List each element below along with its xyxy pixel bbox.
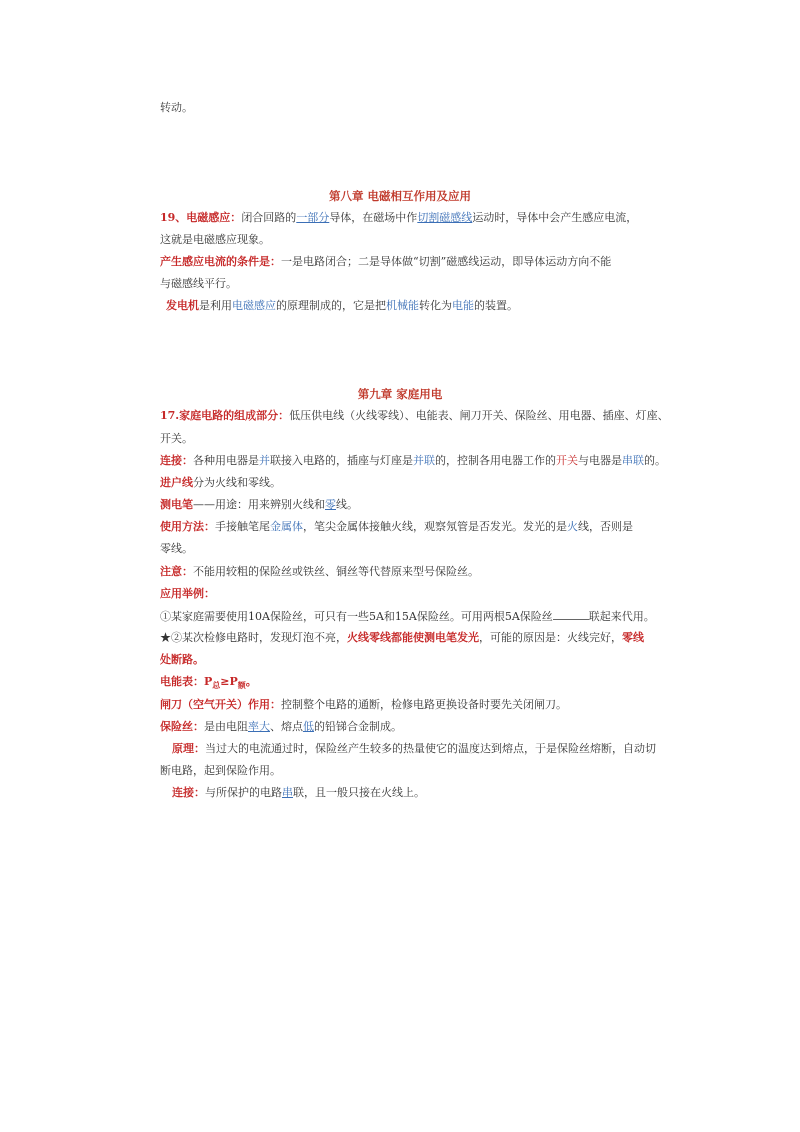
usage-t2: ，笔尖金属体接触火线，观察氖管是否发光。发光的是: [303, 520, 567, 533]
meter-p: P: [204, 675, 213, 688]
s19-t1: 闭合回路的: [241, 211, 297, 224]
pen-text: ——用途：用来辨别火线和: [193, 498, 325, 511]
q2-text-d: 处断路。: [160, 653, 204, 666]
conn-line: [160, 453, 666, 469]
fconn-t1: 与所保护的电路: [205, 786, 282, 799]
fuse-h1: 率大: [248, 720, 270, 733]
fuse-h2: 低: [303, 720, 314, 733]
note-line: [160, 564, 650, 580]
principle-line2: 断电路，起到保险作用。: [160, 764, 281, 777]
example-label: 应用举例：: [160, 587, 215, 600]
s19-t2: 导体，在磁场中作: [329, 211, 418, 224]
example-q2-line2: [160, 652, 650, 668]
q2-text-c: 零线: [622, 631, 644, 644]
chapter-8-title: 第八章 电磁相互作用及应用: [328, 189, 471, 203]
conn-t1: 各种用电器是: [193, 454, 259, 467]
inlet-text: 分为火线和零线。: [193, 476, 281, 489]
pen-label: 测电笔: [160, 498, 193, 511]
gen-t2: 的原理制成的，它是把: [276, 299, 386, 312]
principle-text: 当过大的电流通过时，保险丝产生较多的热量使它的温度达到熔点，于是保险丝熔断，自动切: [205, 742, 656, 755]
usage-h1: 金属体: [270, 520, 303, 533]
meter-sub-total: 总: [212, 680, 221, 691]
gen-label: 发电机: [166, 299, 199, 312]
s19-h2: 切割磁感线: [417, 211, 473, 224]
gen-t1: 是利用: [199, 299, 232, 312]
s19-t3: 运动时，导体中会产生感应电流，: [472, 211, 638, 224]
conn-label: 连接：: [160, 454, 193, 467]
meter-end: 。: [245, 675, 257, 688]
usage-h2: 火: [567, 520, 578, 533]
cond-label: 产生感应电流的条件是：: [160, 255, 281, 268]
example-q2-line1: [160, 630, 650, 646]
conn-t2: 联接入电路的，插座与灯座是: [270, 454, 413, 467]
fconn-h1: 串: [282, 786, 293, 799]
conn-t4: 与电器是: [578, 454, 622, 467]
usage-line2: 零线。: [160, 542, 193, 555]
gen-h3: 电能: [452, 299, 474, 312]
meter-sub-rated: 额: [237, 680, 246, 691]
s19-label: 19、电磁感应：: [160, 211, 242, 224]
gen-t3: 转化为: [419, 299, 452, 312]
q1-text-a: ①某家庭需要使用10A保险丝，可只有一些5A和15A保险丝。可用两根5A保险丝: [160, 610, 553, 623]
q2-text-b: ，可能的原因是：火线完好，: [479, 631, 622, 644]
s17-line1: [160, 408, 669, 424]
fuse-t1: 是由电阻: [204, 720, 248, 733]
s19-line2: 这就是电磁感应现象。: [160, 233, 270, 246]
fuse-line: [160, 719, 650, 735]
q1-blank: [553, 608, 589, 620]
pen-h1: 零: [325, 498, 336, 511]
note-label: 注意：: [160, 565, 193, 578]
example-q1: [160, 608, 655, 625]
gen-line: [166, 298, 656, 314]
cond-line2: 与磁感线平行。: [160, 277, 237, 290]
fconn-t2: 联，且一般只接在火线上。: [293, 786, 425, 799]
s19-h1: 一部分: [296, 211, 330, 224]
gen-h1: 电磁感应: [232, 299, 276, 312]
usage-t1: 手接触笔尾: [215, 520, 270, 533]
q2-text-a: ★②某次检修电路时，发现灯泡不亮，: [160, 631, 347, 644]
s17-text: 低压供电线（火线零线）、电能表、闸刀开关、保险丝、用电器、插座、灯座、: [289, 409, 669, 422]
conn-h3: 开关: [556, 454, 578, 467]
conn-h2: 并联: [413, 454, 435, 467]
gen-h2: 机械能: [386, 299, 419, 312]
switch-label: 闸刀（空气开关）作用：: [160, 698, 281, 711]
continuation-text: 转动。: [160, 101, 193, 114]
switch-line: [160, 697, 650, 713]
switch-text: 控制整个电路的通断，检修电路更换设备时要先关闭闸刀。: [281, 698, 567, 711]
pen-t2: 线。: [336, 498, 358, 511]
conn-t5: 的。: [644, 454, 666, 467]
s17-line2: 开关。: [160, 432, 193, 445]
gen-t4: 的装置。: [474, 299, 518, 312]
fconn-label: 连接：: [172, 786, 205, 799]
note-text: 不能用较粗的保险丝或铁丝、铜丝等代替原来型号保险丝。: [193, 565, 479, 578]
example-label-line: [160, 586, 650, 602]
q2-highlight: 火线零线都能使测电笔发光: [347, 631, 479, 644]
fuse-t2: 、熔点: [270, 720, 303, 733]
fuse-t3: 的铅锑合金制成。: [314, 720, 402, 733]
cond-text: 一是电路闭合；二是导体做“切割”磁感线运动，即导体运动方向不能: [281, 255, 612, 268]
usage-label: 使用方法：: [160, 520, 215, 533]
principle-line1: [172, 741, 662, 757]
meter-rel: ≥P: [220, 675, 238, 688]
inlet-line: [160, 475, 650, 491]
meter-line: [160, 674, 650, 693]
q1-text-b: 联起来代用。: [588, 610, 655, 623]
conn-t3: 的，控制各用电器工作的: [435, 454, 556, 467]
inlet-label: 进户线: [160, 476, 193, 489]
usage-line1: [160, 519, 650, 535]
fuse-label: 保险丝：: [160, 720, 204, 733]
fconn-line: [172, 785, 662, 801]
pen-line: [160, 497, 650, 513]
chapter-9-title: 第九章 家庭用电: [357, 387, 443, 401]
conn-h1: 并: [259, 454, 270, 467]
principle-label: 原理：: [172, 742, 205, 755]
s17-label: 17.家庭电路的组成部分：: [160, 409, 290, 422]
meter-label: 电能表：: [160, 675, 204, 688]
s19-line1: [160, 210, 650, 226]
usage-t3: 线，否则是: [578, 520, 633, 533]
cond-line1: [160, 254, 650, 270]
conn-h4: 串联: [622, 454, 644, 467]
